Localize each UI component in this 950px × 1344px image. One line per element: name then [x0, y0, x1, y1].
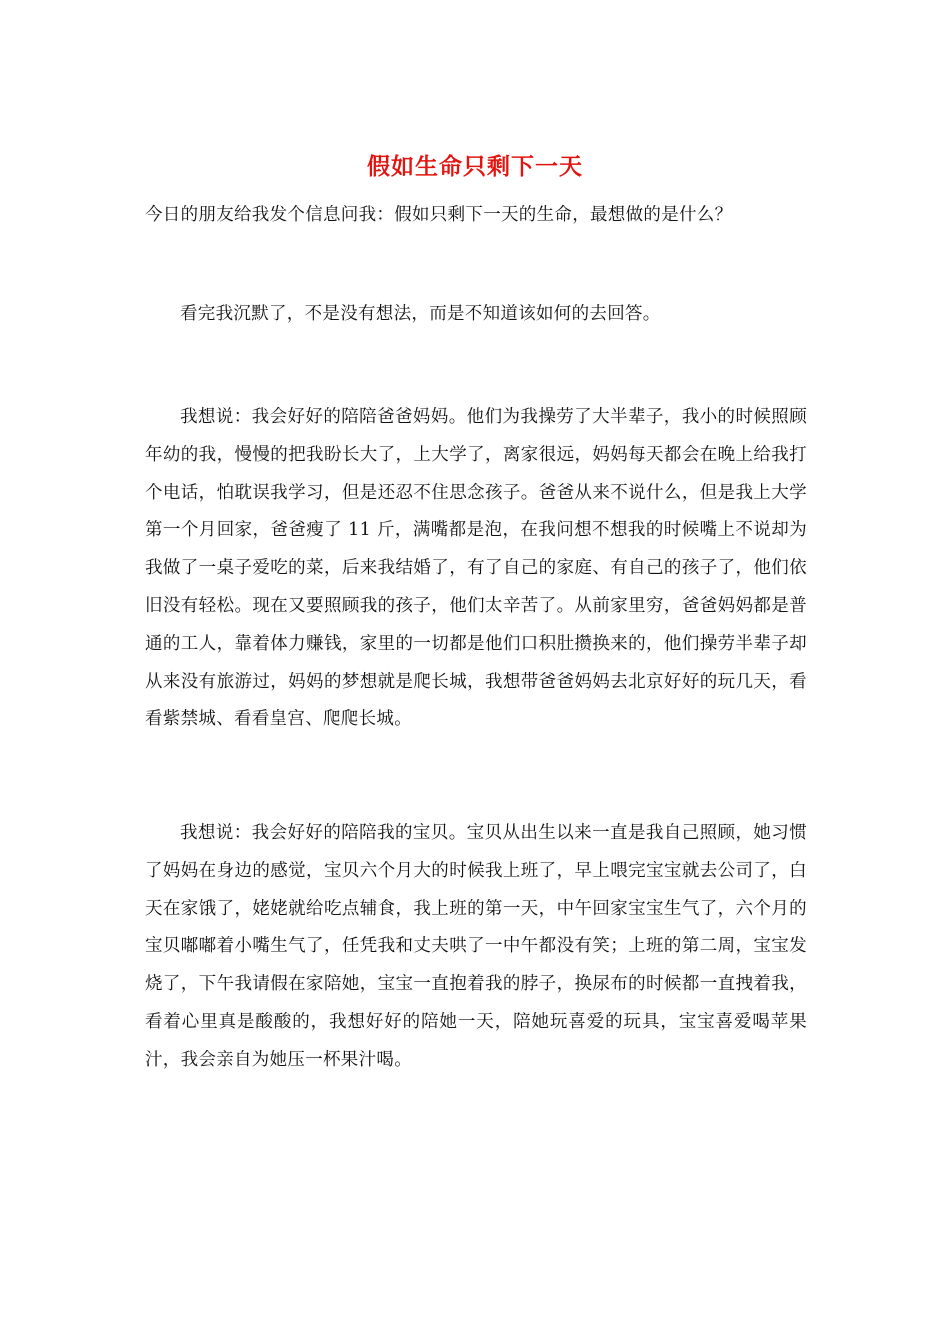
document-title: 假如生命只剩下一天	[367, 153, 583, 180]
paragraph-intro: 今日的朋友给我发个信息问我：假如只剩下一天的生命，最想做的是什么？	[145, 205, 733, 225]
paragraph-parents: 我想说：我会好好的陪陪爸爸妈妈。他们为我操劳了大半辈子，我小的时候照顾年幼的我，慢慢的把我盼长大了，上大学了，离家很远，妈妈每天都会在晚上给我打个电话，怕耽误我学习，但是还忍不住思念孩子。爸爸从来不说什么，但是我上大学第一个月回家，爸爸瘦了 11 斤，满嘴都是泡，在我问想不想我的时候嘴上不说却为我做了一桌子爱吃的菜，后来我结婚了，有了自己的家庭、有自己的孩子了，他们依旧没有轻松。现在又要照顾我的孩子，他们太辛苦了。从前家里穷，爸爸妈妈都是普通的工人，靠着体力赚钱，家里的一切都是他们口积肚攒换来的，他们操劳半辈子却从来没有旅游过，妈妈的梦想就是爬长城，我想带爸爸妈妈去北京好好的玩几天，看看紫禁城、看看皇宫、爬爬长城。	[145, 407, 807, 730]
paragraph-baby: 我想说：我会好好的陪陪我的宝贝。宝贝从出生以来一直是我自己照顾，她习惯了妈妈在身边的感觉，宝贝六个月大的时候我上班了，早上喂完宝宝就去公司了，白天在家饿了，姥姥就给吃点辅食，我上班的第一天，中午回家宝宝生气了，六个月的宝贝嘟嘟着小嘴生气了，任凭我和丈夫哄了一中午都没有笑；上班的第二周，宝宝发烧了，下午我请假在家陪她，宝宝一直抱着我的脖子，换尿布的时候都一直拽着我，看着心里真是酸酸的，我想好好的陪她一天，陪她玩喜爱的玩具，宝宝喜爱喝苹果汁，我会亲自为她压一杯果汁喝。	[145, 823, 807, 1070]
paragraph-silence: 看完我沉默了，不是没有想法，而是不知道该如何的去回答。	[180, 304, 661, 324]
